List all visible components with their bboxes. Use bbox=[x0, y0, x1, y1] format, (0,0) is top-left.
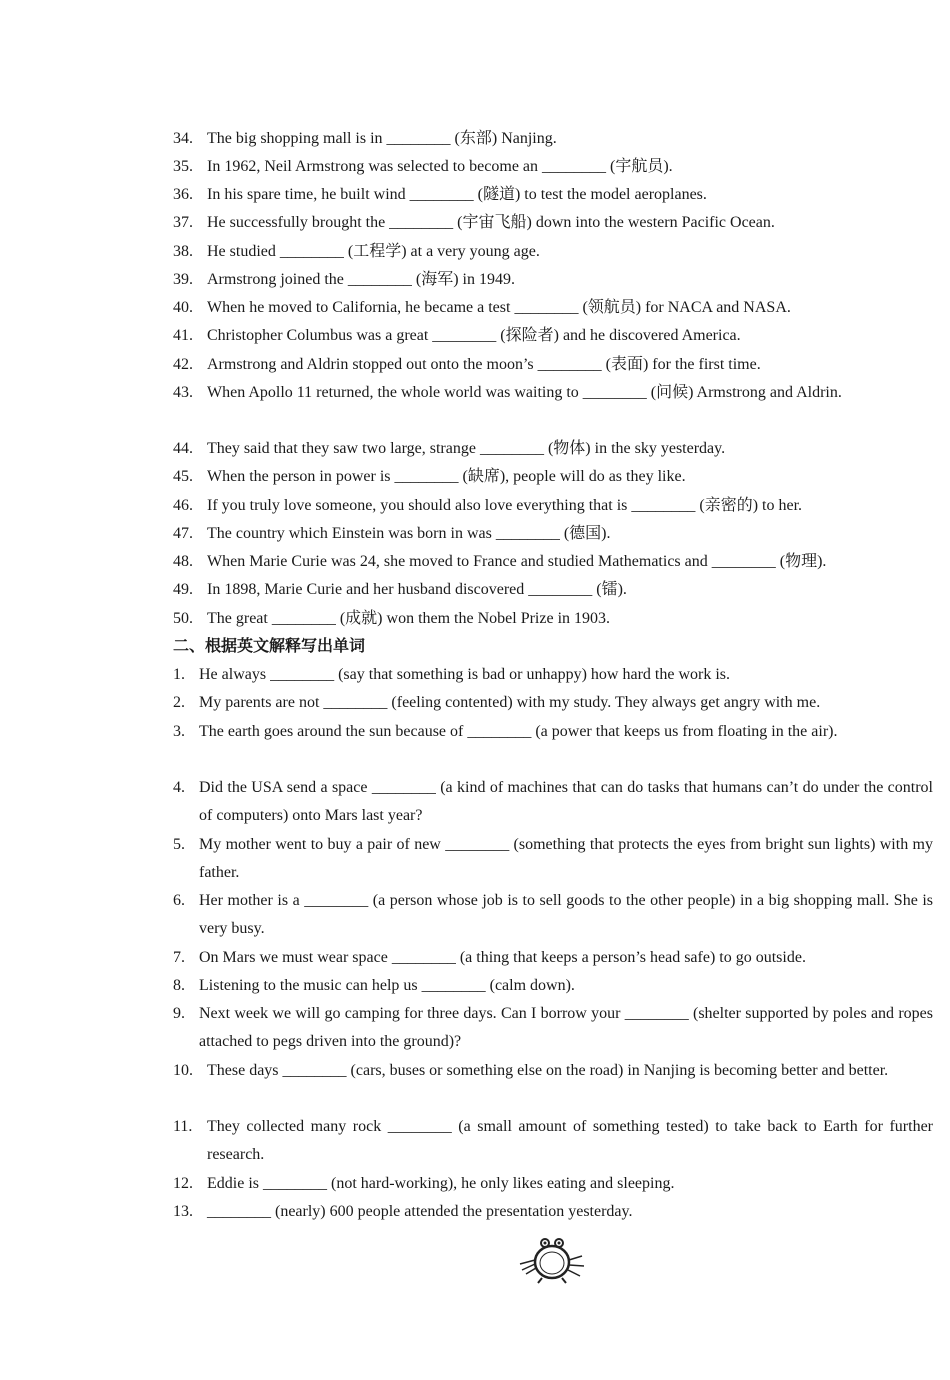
question-item bbox=[173, 774, 933, 830]
question-item bbox=[173, 125, 933, 153]
question-text: Her mother is a ________ (a person whose job is to sell goods to the other people) in a big shopping mall. She is very busy. bbox=[199, 892, 933, 937]
question-text: They collected many rock ________ (a small amount of something tested) to take back to Earth for further research. bbox=[207, 1118, 933, 1163]
question-number: 50. bbox=[173, 610, 193, 627]
question-number: 36. bbox=[173, 186, 193, 203]
question-text: On Mars we must wear space ________ (a thing that keeps a person’s head safe) to go outside. bbox=[199, 949, 806, 966]
question-text: My parents are not ________ (feeling contented) with my study. They always get angry with me. bbox=[199, 694, 821, 711]
question-text: When he moved to California, he became a test ________ (领航员) for NACA and NASA. bbox=[207, 299, 791, 316]
question-item bbox=[173, 718, 933, 746]
question-number: 38. bbox=[173, 243, 193, 260]
question-text: He always ________ (say that something is bad or unhappy) how hard the work is. bbox=[199, 666, 731, 683]
question-number: 48. bbox=[173, 553, 193, 570]
question-item bbox=[173, 463, 933, 491]
question-number: 2. bbox=[173, 694, 185, 711]
question-item bbox=[173, 322, 933, 350]
question-text: If you truly love someone, you should also love everything that is ________ (亲密的) to her. bbox=[207, 497, 803, 514]
question-number: 41. bbox=[173, 327, 193, 344]
question-text: When Apollo 11 returned, the whole world was waiting to ________ (问候) Armstrong and Aldrin. bbox=[207, 384, 842, 401]
question-item bbox=[173, 492, 933, 520]
question-text: ________ (nearly) 600 people attended the presentation yesterday. bbox=[207, 1203, 633, 1220]
question-text: The country which Einstein was born in was ________ (德国). bbox=[207, 525, 611, 542]
question-text: The great ________ (成就) won them the Nobel Prize in 1903. bbox=[207, 610, 611, 627]
question-text: Armstrong joined the ________ (海军) in 1949. bbox=[207, 271, 515, 288]
question-number: 7. bbox=[173, 949, 185, 966]
question-number: 49. bbox=[173, 581, 193, 598]
question-text: In 1962, Neil Armstrong was selected to become an ________ (宇航员). bbox=[207, 158, 673, 175]
question-number: 40. bbox=[173, 299, 193, 316]
question-text: Eddie is ________ (not hard-working), he only likes eating and sleeping. bbox=[207, 1175, 675, 1192]
question-text: The big shopping mall is in ________ (东部) Nanjing. bbox=[207, 130, 557, 147]
question-number: 8. bbox=[173, 977, 185, 994]
question-number: 37. bbox=[173, 214, 193, 231]
question-text: When the person in power is ________ (缺席), people will do as they like. bbox=[207, 468, 686, 485]
question-text: In his spare time, he built wind ________ (隧道) to test the model aeroplanes. bbox=[207, 186, 707, 203]
question-number: 45. bbox=[173, 468, 193, 485]
question-number: 10. bbox=[173, 1062, 193, 1079]
question-text: When Marie Curie was 24, she moved to France and studied Mathematics and ________ (物理). bbox=[207, 553, 827, 570]
question-number: 42. bbox=[173, 356, 193, 373]
question-item bbox=[173, 944, 933, 972]
question-item bbox=[173, 351, 933, 379]
question-number: 43. bbox=[173, 384, 193, 401]
question-text: Did the USA send a space ________ (a kind of machines that can do tasks that humans can’t do under the control of computers) onto Mars last year? bbox=[199, 779, 933, 824]
question-item bbox=[173, 266, 933, 294]
question-number: 46. bbox=[173, 497, 193, 514]
question-item bbox=[173, 831, 933, 887]
question-number: 47. bbox=[173, 525, 193, 542]
question-item bbox=[173, 689, 933, 717]
question-item bbox=[173, 294, 933, 322]
question-text: Listening to the music can help us ________ (calm down). bbox=[199, 977, 575, 994]
question-text: He studied ________ (工程学) at a very young age. bbox=[207, 243, 540, 260]
question-number: 11. bbox=[173, 1118, 193, 1135]
question-item bbox=[173, 520, 933, 548]
question-item bbox=[173, 238, 933, 266]
question-text: They said that they saw two large, strange ________ (物体) in the sky yesterday. bbox=[207, 440, 726, 457]
question-number: 44. bbox=[173, 440, 193, 457]
question-item bbox=[173, 181, 933, 209]
question-number: 3. bbox=[173, 723, 185, 740]
question-item bbox=[173, 887, 933, 943]
question-item bbox=[173, 605, 933, 633]
question-item bbox=[173, 1057, 933, 1085]
question-text: In 1898, Marie Curie and her husband discovered ________ (镭). bbox=[207, 581, 627, 598]
question-item bbox=[173, 153, 933, 181]
question-text: He successfully brought the ________ (宇宙飞船) down into the western Pacific Ocean. bbox=[207, 214, 775, 231]
question-item bbox=[173, 576, 933, 604]
section-2-heading: 二、根据英文解释写出单词 bbox=[173, 636, 366, 655]
question-text: Christopher Columbus was a great ________ (探险者) and he discovered America. bbox=[207, 327, 741, 344]
question-number: 39. bbox=[173, 271, 193, 288]
question-number: 12. bbox=[173, 1175, 193, 1192]
question-item bbox=[173, 379, 933, 407]
question-text: Next week we will go camping for three days. Can I borrow your ________ (shelter supported by poles and ropes attached to pegs driven into the ground)? bbox=[199, 1005, 933, 1050]
question-item bbox=[173, 548, 933, 576]
question-item bbox=[173, 209, 933, 237]
question-item bbox=[173, 661, 933, 689]
question-number: 9. bbox=[173, 1005, 185, 1022]
question-text: Armstrong and Aldrin stopped out onto the moon’s ________ (表面) for the first time. bbox=[207, 356, 761, 373]
question-item bbox=[173, 972, 933, 1000]
question-text: These days ________ (cars, buses or something else on the road) in Nanjing is becoming better and better. bbox=[207, 1062, 889, 1079]
question-number: 13. bbox=[173, 1203, 193, 1220]
question-number: 4. bbox=[173, 779, 185, 796]
question-item bbox=[173, 1113, 933, 1169]
question-item bbox=[173, 1170, 933, 1198]
question-number: 1. bbox=[173, 666, 185, 683]
mascot-logo-icon bbox=[516, 1234, 588, 1284]
question-number: 35. bbox=[173, 158, 193, 175]
question-number: 34. bbox=[173, 130, 193, 147]
question-item bbox=[173, 1198, 933, 1226]
question-item bbox=[173, 435, 933, 463]
question-number: 5. bbox=[173, 836, 185, 853]
question-text: My mother went to buy a pair of new ________ (something that protects the eyes from bright sun lights) with my father. bbox=[199, 836, 933, 881]
question-item bbox=[173, 1000, 933, 1056]
question-number: 6. bbox=[173, 892, 185, 909]
question-text: The earth goes around the sun because of ________ (a power that keeps us from floating in the air). bbox=[199, 723, 838, 740]
